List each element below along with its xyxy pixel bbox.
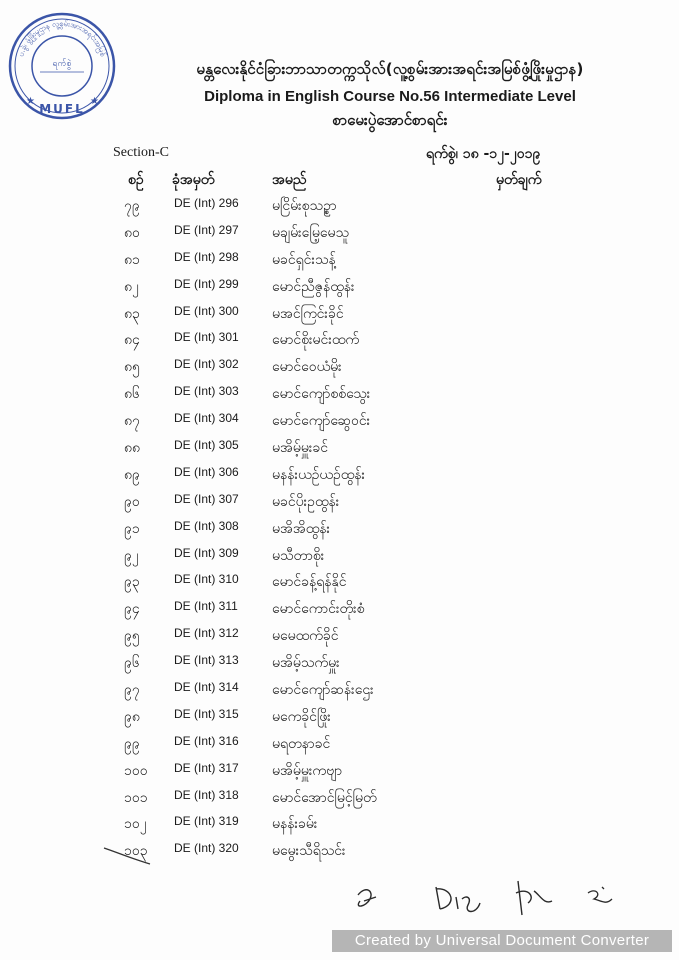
student-name: မငြိမ်းစုသဥ္စာ <box>272 198 337 214</box>
roll-number: DE (Int) 300 <box>174 303 239 318</box>
student-name: မမွေးသီရိသင်း <box>272 843 346 860</box>
table-row <box>0 274 679 301</box>
signature-mark <box>516 881 552 915</box>
seal-center-text: ရက်စွဲ <box>52 59 72 69</box>
table-row <box>0 811 679 838</box>
row-number: ၈၇ <box>124 413 140 430</box>
student-name: မောင်ကျော်ဆွေဝင်း <box>272 413 371 430</box>
student-name: မအိမ့်မှူးခင် <box>272 440 329 457</box>
row-number: ၉၇ <box>124 682 140 699</box>
table-row <box>0 381 679 408</box>
column-header-remark: မှတ်ချက် <box>496 172 542 188</box>
student-name: မောင်ခန့်ရန်နိုင် <box>272 574 347 591</box>
university-seal <box>6 10 118 122</box>
row-number: ၉၁ <box>124 520 140 537</box>
table-row <box>0 650 679 677</box>
table-row <box>0 301 679 328</box>
seal-star-icon: ★ <box>26 96 35 107</box>
signature-mark <box>358 890 376 906</box>
document-header <box>120 60 660 133</box>
table-row <box>0 327 679 354</box>
row-number: ၁၀၂ <box>124 816 147 833</box>
date-label: ရက်စွဲ၊ ၁၈ -၁၂-၂၀၁၉ <box>426 146 541 162</box>
column-header-name: အမည် <box>272 172 307 188</box>
student-name: မချမ်းမြေ့မေသူ <box>272 224 349 241</box>
table-row <box>0 677 679 704</box>
roll-number: DE (Int) 317 <box>174 760 239 775</box>
student-name: မခင်ပိုးဥထွန်း <box>272 493 340 510</box>
row-number: ၈၄ <box>124 332 140 349</box>
table-row <box>0 193 679 220</box>
student-name: မအိမ့်မှူးကဗျာ <box>272 762 343 779</box>
student-name: မအင်ကြင်းခိုင် <box>272 305 344 322</box>
roll-number: DE (Int) 312 <box>174 626 239 641</box>
student-name: မကေခိုင်ဖြိုး <box>272 708 331 725</box>
roll-number: DE (Int) 302 <box>174 357 239 372</box>
table-row <box>0 569 679 596</box>
row-number: ၈၁ <box>124 251 140 268</box>
roll-number: DE (Int) 309 <box>174 545 239 560</box>
roll-number: DE (Int) 318 <box>174 787 239 802</box>
signatures <box>340 875 640 925</box>
student-name: မောင်ကောင်းတိုးစံ <box>272 601 365 618</box>
student-name: မောင်ကျော်စစ်သွေး <box>272 386 371 403</box>
table-row <box>0 220 679 247</box>
signature-mark <box>588 887 612 902</box>
table-row <box>0 596 679 623</box>
column-header-no: စဉ် <box>128 172 144 188</box>
row-number: ၉၂ <box>124 547 139 564</box>
table-row <box>0 354 679 381</box>
student-name: မနန်းယဉ်ယဉ်ထွန်း <box>272 466 366 483</box>
row-number: ၁၀၃ <box>124 843 148 860</box>
roll-number: DE (Int) 314 <box>174 680 239 695</box>
table-row <box>0 543 679 570</box>
student-name: မအိမ့်သက်မှူး <box>272 655 340 672</box>
table-row <box>0 623 679 650</box>
student-name: မခင်ရှင်းသန့် <box>272 251 336 268</box>
university-title: မန္တလေးနိုင်ငံခြားဘာသာတက္ကသိုလ်(လူ့စွမ်းအားအရင်းအမြစ်ဖွံ့ဖြိုးမှုဌာန) <box>196 60 584 78</box>
student-name: မအိအိထွန်း <box>272 520 331 537</box>
row-number: ၈၃ <box>124 305 140 322</box>
roll-number: DE (Int) 301 <box>174 330 239 345</box>
student-name: မောင်အောင်မြင့်မြတ် <box>272 789 377 806</box>
row-number: ၉၅ <box>124 628 140 645</box>
row-number: ၈၈ <box>124 440 140 457</box>
roll-number: DE (Int) 303 <box>174 384 239 399</box>
student-name: မောင်ဝေယံမိုး <box>272 359 342 376</box>
roll-number: DE (Int) 313 <box>174 653 239 668</box>
seal-top-text: ပ.ခွဲ၊ ဖွံ့ဖြိုးမှုဌာန လူ့စွမ်းအားအရင်းအမြစ် <box>16 18 108 58</box>
table-row <box>0 731 679 758</box>
roll-number: DE (Int) 315 <box>174 706 239 721</box>
row-number: ၉၀ <box>124 493 140 510</box>
row-number: ၉၉ <box>124 735 140 752</box>
roll-number: DE (Int) 319 <box>174 814 239 829</box>
table-row <box>0 758 679 785</box>
row-number: ၈၂ <box>124 278 139 295</box>
row-number: ၇၉ <box>124 198 140 214</box>
section-label: Section-C <box>113 145 169 160</box>
row-number: ၉၈ <box>124 708 140 725</box>
table-row <box>0 489 679 516</box>
roll-number: DE (Int) 297 <box>174 222 239 237</box>
table-row <box>0 516 679 543</box>
roll-number: DE (Int) 311 <box>174 599 238 614</box>
row-number: ၁၀၀ <box>124 762 148 779</box>
roll-number: DE (Int) 307 <box>174 491 239 506</box>
student-name: မနန်းခမ်း <box>272 816 318 833</box>
row-number: ၉၃ <box>124 574 140 591</box>
roll-number: DE (Int) 305 <box>174 438 239 453</box>
roll-number: DE (Int) 296 <box>174 196 239 210</box>
table-row <box>0 435 679 462</box>
roll-number: DE (Int) 306 <box>174 464 239 479</box>
row-number: ၁၀၁ <box>124 789 148 806</box>
table-row <box>0 838 679 865</box>
table-row <box>0 704 679 731</box>
row-number: ၈၆ <box>124 386 140 403</box>
roll-number: DE (Int) 299 <box>174 276 239 291</box>
roll-number: DE (Int) 320 <box>174 841 239 856</box>
table-row <box>0 785 679 812</box>
seal-bottom-text: MUFL <box>39 102 85 116</box>
table-row <box>0 408 679 435</box>
table-row <box>0 247 679 274</box>
signature-mark <box>436 887 480 912</box>
seal-star-icon: ★ <box>90 96 99 107</box>
result-list-title: စာမေးပွဲအောင်စာရင်း <box>332 111 448 129</box>
results-table <box>0 193 679 865</box>
roll-number: DE (Int) 316 <box>174 733 239 748</box>
row-number: ၉၄ <box>124 601 140 618</box>
student-name: မသီတာစိုး <box>272 547 325 564</box>
student-name: မောင်ညီဇွန်ထွန်း <box>272 278 355 295</box>
roll-number: DE (Int) 310 <box>174 572 239 587</box>
row-number: ၈၉ <box>124 466 140 483</box>
row-number: ၉၆ <box>124 655 140 672</box>
student-name: မောင်စိုးမင်းထက် <box>272 332 360 349</box>
row-number: ၈၅ <box>124 359 140 376</box>
roll-number: DE (Int) 298 <box>174 249 239 264</box>
student-name: မောင်ကျော်ဆန်းဌေး <box>272 682 374 699</box>
roll-number: DE (Int) 308 <box>174 518 239 533</box>
column-header-roll: ခုံအမှတ် <box>172 172 215 188</box>
roll-number: DE (Int) 304 <box>174 411 239 426</box>
row-number: ၈၀ <box>124 224 140 241</box>
converter-watermark: Created by Universal Document Converter <box>332 930 672 952</box>
student-name: မရတနာခင် <box>272 735 331 752</box>
course-title: Diploma in English Course No.56 Intermediate Level <box>204 88 576 105</box>
table-row <box>0 462 679 489</box>
student-name: မမေထက်ခိုင် <box>272 628 339 645</box>
